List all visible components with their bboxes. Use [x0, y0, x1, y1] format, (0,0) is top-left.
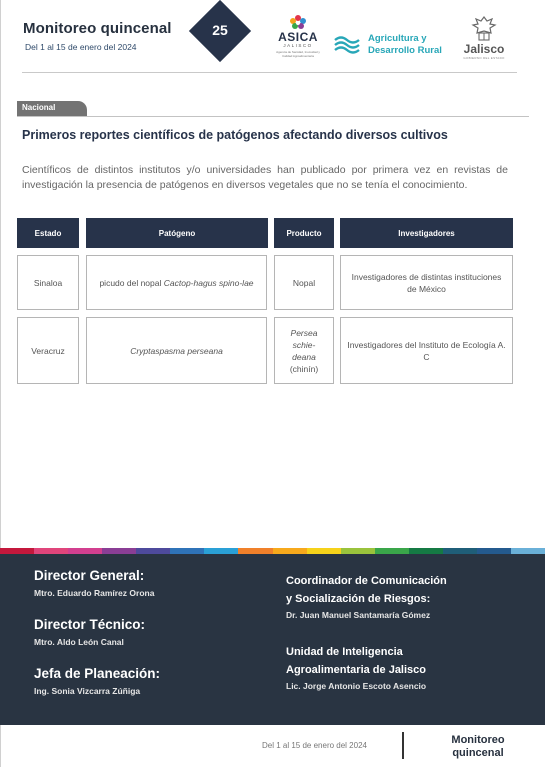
agricultura-wordmark: [368, 33, 442, 57]
credit-name-unidad: Lic. Jorge Antonio Escoto Asencio: [286, 681, 427, 691]
footer-title-line2: quincenal: [452, 747, 504, 759]
agricultura-line2: Desarrollo Rural: [368, 45, 442, 56]
footer-divider: [402, 732, 404, 759]
table-cell-patogeno: [86, 255, 267, 310]
asica-logo: [272, 14, 324, 64]
jalisco-logo: [459, 16, 509, 62]
credit-role-director-tecnico: Director Técnico:: [34, 617, 146, 632]
table-cell-investigadores: Investigadores del Instituto de Ecología A. C: [340, 317, 513, 384]
table-cell-patogeno: [86, 317, 267, 384]
patogeno-common-name: picudo del nopal: [99, 277, 162, 288]
jalisco-crest-icon: [459, 16, 509, 42]
jalisco-subtitle: GOBIERNO DEL ESTADO: [463, 56, 505, 60]
table-header-estado: Estado: [17, 218, 79, 248]
section-title: Primeros reportes científicos de patógenos afectando diversos cultivos: [22, 128, 448, 142]
table-cell-estado: Sinaloa: [17, 255, 79, 310]
table-cell-investigadores: Investigadores de distintas instituciones de México: [340, 255, 513, 310]
footer-title: [440, 734, 516, 760]
credit-role-unidad-line1: Unidad de Inteligencia: [286, 646, 403, 658]
waves-icon: [333, 34, 363, 54]
credit-role-unidad-line2: Agroalimentaria de Jalisco: [286, 664, 426, 676]
credit-name-jefa-planeacion: Ing. Sonia Vizcarra Zúñiga: [34, 686, 141, 696]
bulletin-date-range: Del 1 al 15 de enero del 2024: [25, 42, 137, 52]
credit-role-coordinador-line1: Coordinador de Comunicación: [286, 575, 447, 587]
asica-tagline: Agencia de Sanidad, Inocuidad y Calidad Agroalimentaria: [276, 50, 320, 58]
credit-role-unidad: [286, 643, 426, 679]
table-header-producto: Producto: [274, 218, 334, 248]
asica-wordmark: ASICA: [278, 30, 318, 44]
table-cell-producto: [274, 317, 334, 384]
credit-name-director-tecnico: Mtro. Aldo León Canal: [34, 637, 124, 647]
footer-date-range: Del 1 al 15 de enero del 2024: [262, 741, 367, 750]
agricultura-line1: Agricultura y: [368, 33, 427, 44]
patogeno-scientific-name: Cryptaspasma perseana: [130, 345, 223, 356]
section-body: Científicos de distintos institutos y/o universidades han publicado por primera vez en revistas de investigación la presencia de patógenos en diversos vegetales que no se tenía el conocimiento.: [22, 164, 508, 191]
asica-subtitle: JALISCO: [283, 43, 313, 48]
credit-role-coordinador-line2: y Socialización de Riesgos:: [286, 593, 431, 605]
table-header-investigadores: Investigadores: [340, 218, 513, 248]
issue-number: 25: [212, 22, 228, 38]
credit-name-coordinador: Dr. Juan Manuel Santamaría Gómez: [286, 610, 431, 620]
section-divider: [17, 116, 529, 117]
producto-common-name: (chinín): [289, 363, 319, 374]
producto-scientific-name: Persea schie-deana: [290, 327, 318, 362]
table-cell-estado: Veracruz: [17, 317, 79, 384]
credit-role-coordinador: [286, 572, 447, 608]
footer-title-line1: Monitoreo: [451, 734, 505, 746]
section-tag-label: Nacional: [22, 103, 56, 112]
credit-role-jefa-planeacion: Jefa de Planeación:: [34, 666, 161, 681]
table-cell-producto: Nopal: [274, 255, 334, 310]
patogeno-text: [99, 277, 253, 289]
credit-name-director-general: Mtro. Eduardo Ramírez Orona: [34, 588, 155, 598]
bulletin-title: Monitoreo quincenal: [23, 20, 172, 37]
patogeno-scientific-name: Cactop-hagus spino-lae: [163, 277, 254, 288]
credit-role-director-general: Director General:: [34, 568, 145, 583]
jalisco-wordmark: Jalisco: [463, 42, 505, 56]
table-header-patogeno: Patógeno: [86, 218, 268, 248]
header-divider: [22, 72, 517, 73]
